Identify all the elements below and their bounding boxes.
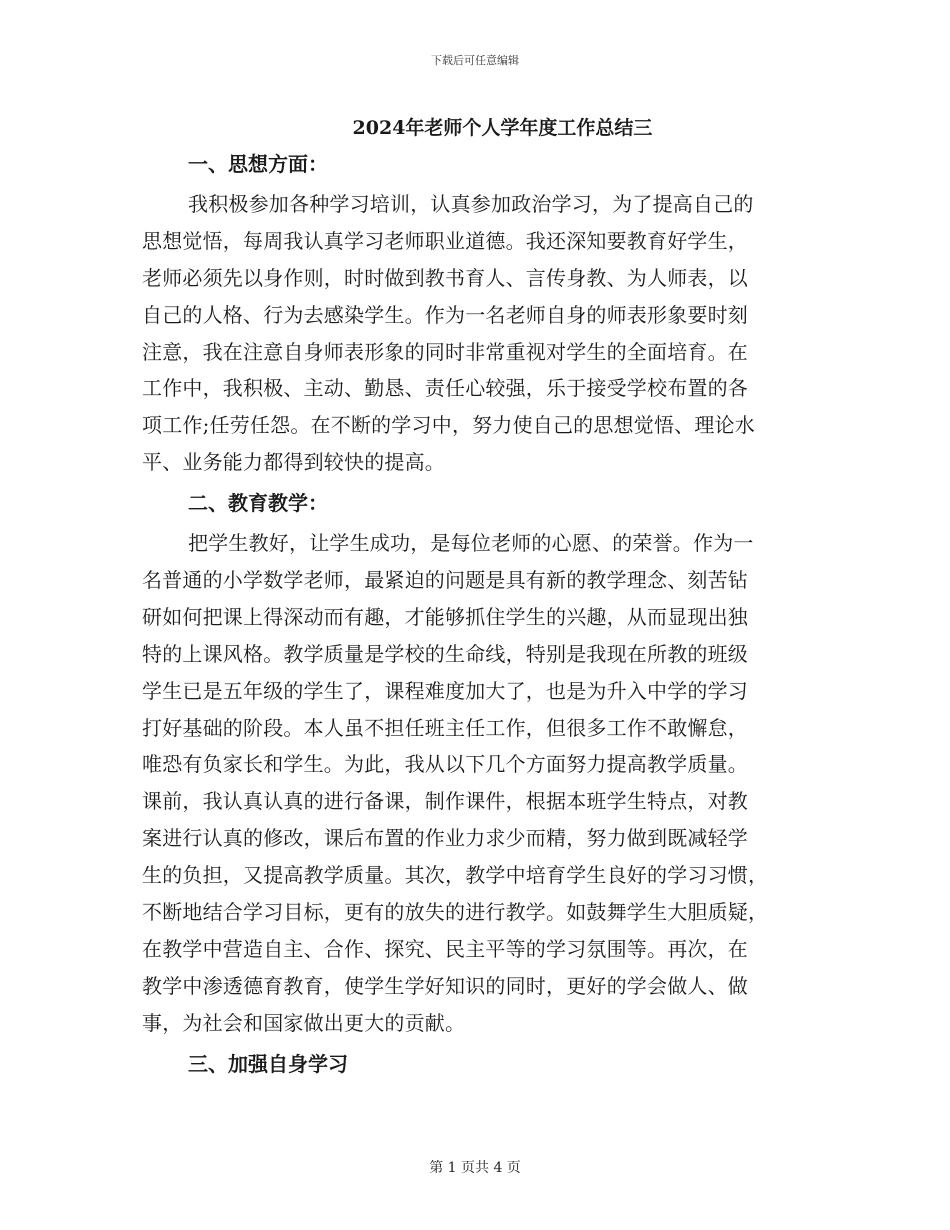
paragraph-line: 教学中渗透德育教育，使学生学好知识的同时，更好的学会做人、做 bbox=[142, 973, 748, 998]
paragraph-line: 思想觉悟，每周我认真学习老师职业道德。我还深知要教育好学生， bbox=[142, 228, 748, 253]
paragraph-line: 研如何把课上得深动而有趣，才能够抓住学生的兴趣，从而显现出独 bbox=[142, 604, 748, 629]
document-body bbox=[142, 142, 806, 1086]
paragraph-line: 打好基础的阶段。本人虽不担任班主任工作，但很多工作不敢懈怠， bbox=[142, 715, 748, 740]
paragraph-line: 我积极参加各种学习培训，认真参加政治学习，为了提高自己的 bbox=[188, 192, 754, 216]
document-title: 2024年老师个人学年度工作总结三 bbox=[352, 117, 653, 139]
paragraph-line: 不断地结合学习目标，更有的放失的进行教学。如鼓舞学生大胆质疑， bbox=[142, 900, 769, 925]
section-paragraph bbox=[142, 186, 806, 481]
section-heading: 二、教育教学： bbox=[188, 491, 328, 516]
paragraph-line: 平、业务能力都得到较快的提高。 bbox=[142, 450, 445, 475]
paragraph-line: 自己的人格、行为去感染学生。作为一名老师自身的师表形象要时刻 bbox=[142, 302, 748, 327]
paragraph-line: 在教学中营造自主、合作、探究、民主平等的学习氛围等。再次，在 bbox=[142, 936, 748, 961]
page-footer: 第 1 页共 4 页 bbox=[429, 1160, 521, 1176]
paragraph-line: 老师必须先以身作则，时时做到教书育人、言传身教、为人师表，以 bbox=[142, 265, 748, 290]
section-heading: 三、加强自身学习 bbox=[188, 1051, 348, 1076]
paragraph-line: 唯恐有负家长和学生。为此，我从以下几个方面努力提高教学质量。 bbox=[142, 752, 748, 777]
paragraph-line: 项工作;任劳任怨。在不断的学习中，努力使自己的思想觉悟、理论水 bbox=[142, 413, 755, 438]
section-heading: 一、思想方面： bbox=[188, 152, 328, 176]
paragraph-line: 注意，我在注意自身师表形象的同时非常重视对学生的全面培育。在 bbox=[142, 339, 748, 364]
paragraph-line: 事，为社会和国家做出更大的贡献。 bbox=[142, 1010, 466, 1035]
paragraph-line: 课前，我认真认真的进行备课，制作课件，根据本班学生特点，对教 bbox=[142, 789, 748, 814]
paragraph-line: 把学生教好，让学生成功，是每位老师的心愿、的荣誉。作为一 bbox=[188, 531, 754, 556]
paragraph-line: 工作中，我积极、主动、勤恳、责任心较强，乐于接受学校布置的各 bbox=[142, 376, 748, 401]
paragraph-line: 名普通的小学数学老师，最紧迫的问题是具有新的教学理念、刻苦钻 bbox=[142, 568, 748, 593]
paragraph-line: 学生已是五年级的学生了，课程难度加大了，也是为升入中学的学习 bbox=[142, 678, 748, 703]
paragraph-line: 案进行认真的修改，课后布置的作业力求少而精，努力做到既减轻学 bbox=[142, 826, 748, 851]
paragraph-line: 生的负担，又提高教学质量。其次，教学中培育学生良好的学习习惯， bbox=[142, 863, 769, 888]
paragraph-line: 特的上课风格。教学质量是学校的生命线，特别是我现在所教的班级 bbox=[142, 641, 748, 666]
section-paragraph bbox=[142, 525, 806, 1041]
page-header: 下载后可任意编辑 bbox=[431, 54, 519, 67]
